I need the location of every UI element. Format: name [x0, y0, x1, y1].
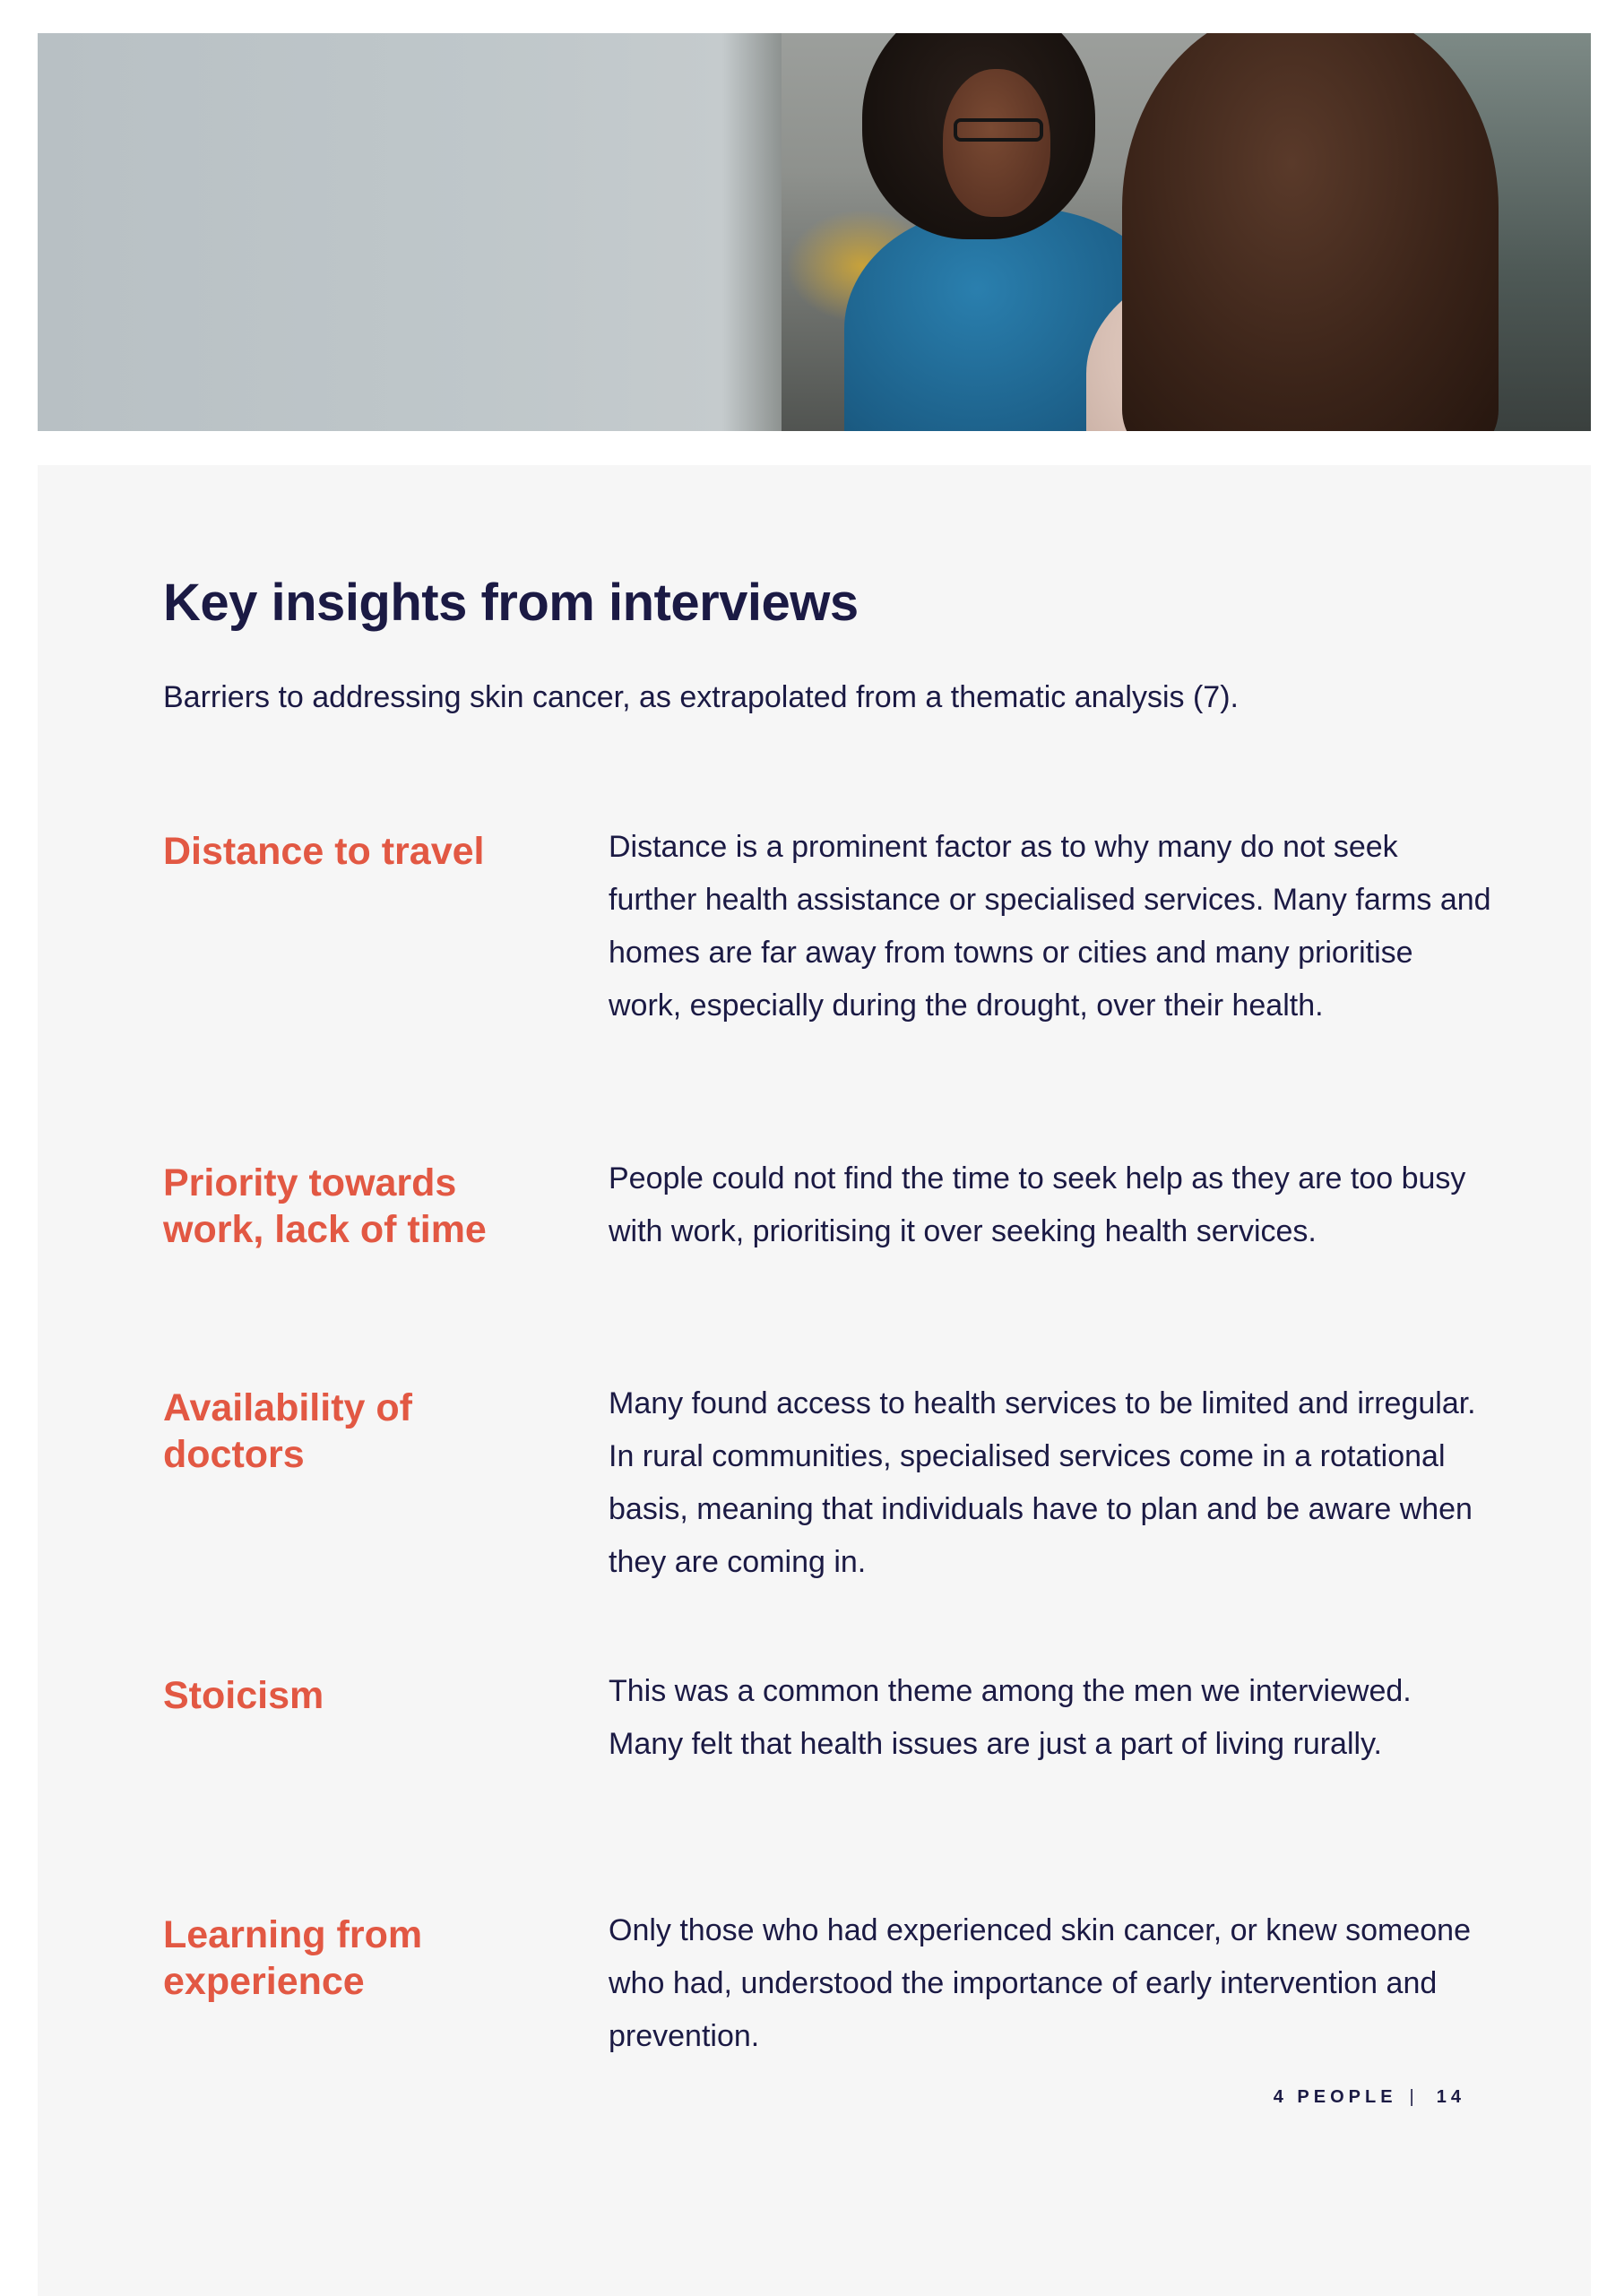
hero-second-woman-hair — [1122, 33, 1499, 431]
footer-section-label: 4 PEOPLE — [1273, 2087, 1397, 2107]
page-subtitle: Barriers to addressing skin cancer, as extrapolated from a thematic analysis (7). — [163, 680, 1239, 714]
hero-glasses — [954, 118, 1043, 142]
insight-heading: Distance to travel — [163, 830, 485, 873]
content-panel — [38, 465, 1591, 2296]
insight-body: Many found access to health services to be limited and irregular. In rural communities, specialised services come in a rotational basis, meaning that individuals have to plan and be aware when they are coming in. — [609, 1386, 1476, 1579]
insight-heading: Availability of doctors — [163, 1386, 412, 1476]
insight-body: Only those who had experienced skin cancer, or knew someone who had, understood the importance of early intervention and prevention. — [609, 1913, 1471, 2053]
insight-heading: Stoicism — [163, 1674, 324, 1717]
page-number: 14 — [1436, 2087, 1465, 2107]
page-title: Key insights from interviews — [163, 574, 859, 632]
footer-separator: | — [1409, 2087, 1419, 2107]
hero-wall — [38, 33, 782, 431]
hero-woman-face — [943, 69, 1050, 217]
insight-heading: Priority towards work, lack of time — [163, 1161, 487, 1251]
insight-body: Distance is a prominent factor as to why many do not seek further health assistance or specialised services. Many farms and homes are far away from towns or cities and many prioritise work, especially during the drought, over their health. — [609, 830, 1491, 1023]
insight-body: This was a common theme among the men we interviewed. Many felt that health issues are just a part of living rurally. — [609, 1674, 1412, 1761]
hero-photo — [38, 33, 1591, 431]
insight-heading: Learning from experience — [163, 1913, 423, 2003]
page-footer — [1274, 2087, 1465, 2108]
insight-body: People could not find the time to seek help as they are too busy with work, prioritising it over seeking health services. — [609, 1161, 1466, 1248]
